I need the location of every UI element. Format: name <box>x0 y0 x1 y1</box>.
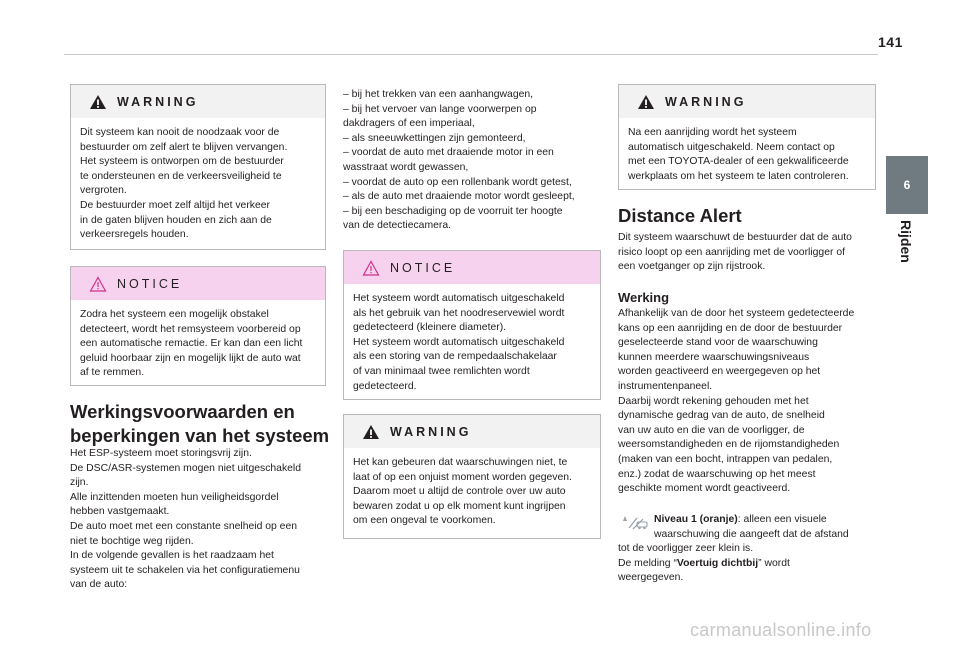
chapter-number: 6 <box>903 178 911 192</box>
warning-icon <box>89 94 107 110</box>
message-line1 <box>618 557 880 572</box>
notice-box-1 <box>70 266 326 386</box>
notice-box-2 <box>343 250 601 400</box>
warning-box-2 <box>343 414 601 539</box>
warning-title: WARNING <box>117 94 199 109</box>
warning-header <box>71 85 325 118</box>
warning-header <box>344 415 600 448</box>
collision-warning-icon <box>619 512 649 532</box>
warning-title: WARNING <box>390 424 472 439</box>
warning-box-3 <box>618 84 876 190</box>
warning-header <box>619 85 875 118</box>
notice-icon <box>362 260 380 276</box>
level1-desc: : alleen een visuele <box>737 514 827 525</box>
message-prefix: De melding “ <box>618 557 677 569</box>
message-suffix: ” wordt <box>758 557 790 569</box>
level1-label: Niveau 1 (oranje) <box>654 514 738 525</box>
section-heading: Werkingsvoorwaarden en beperkingen van het systeem <box>70 401 330 446</box>
message-line2: weergegeven. <box>618 572 684 584</box>
level1-line2: waarschuwing die aangeeft dat de afstand <box>654 528 849 540</box>
notice-text: Zodra het systeem een mogelijk obstakel detecteert, wordt het remsysteem voorbereid op een automatische remactie. Er kan dan een licht geluid hoorbaar zijn en mogelijk lijkt de auto wat af te remmen. <box>80 309 303 379</box>
header-rule <box>64 54 878 55</box>
notice-title: NOTICE <box>117 276 183 291</box>
werking-text: Afhankelijk van de door het systeem gedetecteerde kans op een aanrijding en de door de bestuurder geselecteerde stand voor de waarschuwing kunnen meerdere waarschuwingsniveaus worden geactiveerd en weergegeven op het instrumentenpaneel. Daarbij wordt rekening gehouden met het dynamische gedrag van de auto, de snelheid van uw auto en die van de voorligger, de weersomstandigheden en de rijomstandigheden (maken van een bocht, intrappen van pedalen, enz.) zodat de waarschuwing op het meest geschikte moment wordt geactiveerd. <box>618 308 855 495</box>
warning-text: Na een aanrijding wordt het systeem automatisch uitgeschakeld. Neem contact op met een TOYOTA-dealer of een gekwalificeerde werkplaats om het systeem te laten controleren. <box>628 127 849 182</box>
warning-text: Dit systeem kan nooit de noodzaak voor de bestuurder om zelf alert te blijven vervangen. Het systeem is ontworpen om de bestuurder te ondersteunen en de verkeersveiligheid te vergroten. De bestuurder moet zelf altijd het verkeer in de gaten blijven houden en zich aan de verkeersregels houden. <box>80 127 288 241</box>
warning-box-1 <box>70 84 326 250</box>
chapter-tab[interactable] <box>886 156 928 214</box>
conditions-list: – bij het trekken van een aanhangwagen, – bij het vervoer van lange voorwerpen op dakdragers of een imperiaal, – als sneeuwkettingen zijn gemonteerd, – voordat de auto met draaiende motor in een wasstraat wordt gewassen, – voordat de auto op een rollenbank wordt getest, – als de auto met draaiende motor wordt gesleept, – bij een beschadiging op de voorruit ter hoogte van de detectiecamera. <box>343 89 575 232</box>
notice-icon <box>89 276 107 292</box>
distance-alert-intro: Dit systeem waarschuwt de bestuurder dat de auto risico loopt op een aanrijding met de voorligger of een voetganger op zijn rijstrook. <box>618 232 852 273</box>
chapter-title: Rijden <box>898 220 914 263</box>
warning-icon <box>637 94 655 110</box>
notice-header <box>71 267 325 300</box>
watermark: carmanualsonline.info <box>690 620 872 640</box>
message-bold: Voertuig dichtbij <box>676 557 759 569</box>
conditions-text: Het ESP-systeem moet storingsvrij zijn. De DSC/ASR-systemen mogen niet uitgeschakeld zijn. Alle inzittenden moeten hun veiligheidsgordel hebben vastgemaakt. De auto moet met een constante snelheid op een niet te bochtige weg rijden. In de volgende gevallen is het raadzaam het systeem uit te schakelen via het configuratiemenu van de auto: <box>70 448 302 591</box>
page-number: 141 <box>878 34 903 50</box>
warning-text: Het kan gebeuren dat waarschuwingen niet, te laat of op een onjuist moment worden gegeven. Daarom moet u altijd de controle over uw auto bewaren zodat u op elk moment kunt ingrijpen om een ongeval te voorkomen. <box>353 457 572 527</box>
warning-icon <box>362 424 380 440</box>
level1-line3: tot de voorligger zeer klein is. <box>618 543 754 555</box>
warning-title: WARNING <box>665 94 747 109</box>
werking-heading: Werking <box>618 290 670 305</box>
notice-header <box>344 251 600 284</box>
notice-text: Het systeem wordt automatisch uitgeschakeld als het gebruik van het noodreservewiel wordt gedetecteerd (kleinere diameter). Het systeem wordt automatisch uitgeschakeld als een storing van de rempedaalschakelaar of van minimaal twee remlichten wordt gedetecteerd. <box>353 293 565 392</box>
distance-alert-heading: Distance Alert <box>618 205 742 226</box>
level1-line1 <box>654 513 884 528</box>
notice-title: NOTICE <box>390 260 456 275</box>
